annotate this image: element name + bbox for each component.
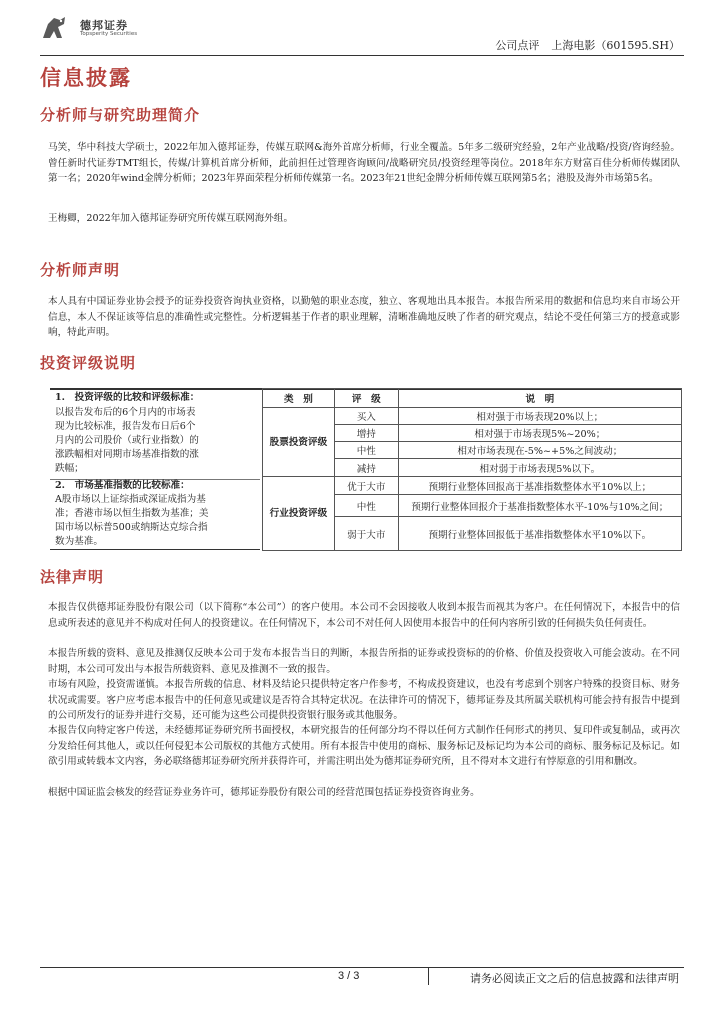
rating-definitions-table xyxy=(262,388,682,551)
rating-value: 中性 xyxy=(334,442,398,459)
legal-paragraph-4: 本报告仅向特定客户传送，未经德邦证券研究所书面授权，本研究报告的任何部分均不得以任何方式制作任何形式的拷贝、复印件或复制品，或再次分发给任何其他人，或以任何侵犯本公司版权的其他方式使用。所有本报告中使用的商标、服务标记及标记均为本公司的商标、服务标记及标记。如欲引用或转载本文内容，务必联络德邦证券研究所并获得许可，并需注明出处为德邦证券研究所，且不得对本文进行有悖原意的引用和删改。 xyxy=(48,725,680,767)
rating-desc: 相对市场表现在-5%~+5%之间波动； xyxy=(398,442,681,459)
report-header-info xyxy=(495,37,680,53)
logo-text-en: Topsperity Securities xyxy=(80,31,138,37)
table-bottom-rule xyxy=(50,549,260,550)
standard-line: 现为比较标准，报告发布日后6个 xyxy=(55,421,196,432)
company-logo xyxy=(40,14,180,42)
page-number: 3 / 3 xyxy=(338,970,360,982)
standard-line: 国市场以标普500或纳斯达克综合指 xyxy=(55,522,208,533)
footer-disclaimer: 请务必阅读正文之后的信息披露和法律声明 xyxy=(470,972,679,985)
analyst-intro-paragraph-1: 马笑，华中科技大学硕士，2022年加入德邦证券，传媒互联网&海外首席分析师，行业全覆盖。5年多二级研究经验，2年产业战略/投资/咨询经验。曾任新时代证券TMT组长，传媒/计算机首席分析师，此前担任过管理咨询顾问/战略研究员/投资经理等岗位。2018年东方财富百佳分析师传媒团队第一名；2020年wind金牌分析师；2023年界面荣程分析师传媒第一名。2023年21世纪金牌分析师传媒互联网第5名；港股及海外市场第5名。 xyxy=(48,142,680,184)
stock-rating-category: 股票投资评级 xyxy=(263,408,335,477)
col-header-type: 类 别 xyxy=(263,389,335,408)
standard-line: 以报告发布后的6个月内的市场表 xyxy=(55,407,196,418)
rating-desc: 相对强于市场表现20%以上； xyxy=(398,408,681,425)
rating-desc: 相对强于市场表现5%~20%； xyxy=(398,425,681,442)
legal-paragraph-1: 本报告仅供德邦证券股份有限公司（以下简称“本公司”）的客户使用。本公司不会因接收人收到本报告而视其为客户。在任何情况下，本报告中的信息或所表述的意见并不构成对任何人的投资建议。在任何情况下，本公司不对任何人因使用本报告中的任何内容所引致的任何损失负任何责任。 xyxy=(48,602,680,629)
rating-desc: 相对弱于市场表现5%以下。 xyxy=(398,459,681,477)
standard-heading-2: 2. 市场基准指数的比较标准： xyxy=(55,480,190,491)
legal-paragraph-5: 根据中国证监会核发的经营证券业务许可，德邦证券股份有限公司的经营范围包括证券投资咨询业务。 xyxy=(48,787,480,798)
standard-heading-1: 1. 投资评级的比较和评级标准： xyxy=(55,392,200,403)
logo-bull-icon xyxy=(40,14,68,42)
rating-value: 减持 xyxy=(334,459,398,477)
logo-text-cn: 德邦证券 xyxy=(80,19,128,32)
section-title-analyst-statement: 分析师声明 xyxy=(40,261,121,279)
section-title-analyst-intro: 分析师与研究助理简介 xyxy=(40,106,201,124)
standard-line: 数为基准。 xyxy=(55,536,103,547)
company-name: 上海电影（601595.SH） xyxy=(551,39,680,52)
standard-line: 涨跌幅相对同期市场基准指数的涨 xyxy=(55,449,199,460)
analyst-statement-text: 本人具有中国证券业协会授予的证券投资咨询执业资格，以勤勉的职业态度，独立、客观地出具本报告。本报告所采用的数据和信息均来自市场公开信息，本人不保证该等信息的准确性或完整性。分析逻辑基于作者的职业理解，清晰准确地反映了作者的研究观点，结论不受任何第三方的授意或影响，特此声明。 xyxy=(48,296,680,338)
standard-line: 准；香港市场以恒生指数为基准；美 xyxy=(55,508,209,519)
rating-desc: 预期行业整体回报高于基准指数整体水平10%以上； xyxy=(398,477,681,495)
rating-desc: 预期行业整体回报介于基准指数整体水平-10%与10%之间； xyxy=(398,495,681,517)
report-type: 公司点评 xyxy=(495,39,540,52)
analyst-intro-paragraph-2: 王梅卿，2022年加入德邦证券研究所传媒互联网海外组。 xyxy=(48,213,294,224)
section-title-rating: 投资评级说明 xyxy=(40,354,137,372)
page-title: 信息披露 xyxy=(40,65,132,90)
rating-desc: 预期行业整体回报低于基准指数整体水平10%以下。 xyxy=(398,517,681,551)
rating-value: 弱于大市 xyxy=(334,517,398,551)
footer-separator xyxy=(428,967,429,985)
legal-paragraph-2: 本报告所载的资料、意见及推测仅反映本公司于发布本报告当日的判断，本报告所指的证券或投资标的的价格、价值及投资收入可能会波动。在不同时期，本公司可发出与本报告所载资料、意见及推测不一致的报告。 xyxy=(48,648,680,675)
rating-value: 中性 xyxy=(334,495,398,517)
header-divider xyxy=(40,55,684,56)
standard-line: 月内的公司股价（或行业指数）的 xyxy=(55,435,199,446)
industry-rating-category: 行业投资评级 xyxy=(263,477,335,551)
rating-value: 优于大市 xyxy=(334,477,398,495)
col-header-desc: 说 明 xyxy=(398,389,681,408)
footer-divider xyxy=(40,967,684,968)
rating-value: 增持 xyxy=(334,425,398,442)
standard-line: A股市场以上证综指或深证成指为基 xyxy=(55,494,206,505)
rating-standards xyxy=(50,388,260,550)
rating-table xyxy=(50,388,682,550)
col-header-rating: 评 级 xyxy=(334,389,398,408)
legal-paragraph-3: 市场有风险，投资需谨慎。本报告所载的信息、材料及结论只提供特定客户作参考，不构成投资建议，也没有考虑到个别客户特殊的投资目标、财务状况或需要。客户应考虑本报告中的任何意见或建议是否符合其特定状况。在法律许可的情况下，德邦证券及其所属关联机构可能会持有报告中提到的公司所发行的证券并进行交易，还可能为这些公司提供投资银行服务或其他服务。 xyxy=(48,679,680,721)
rating-value: 买入 xyxy=(334,408,398,425)
standard-line: 跌幅； xyxy=(55,463,84,474)
section-title-legal: 法律声明 xyxy=(40,568,105,586)
